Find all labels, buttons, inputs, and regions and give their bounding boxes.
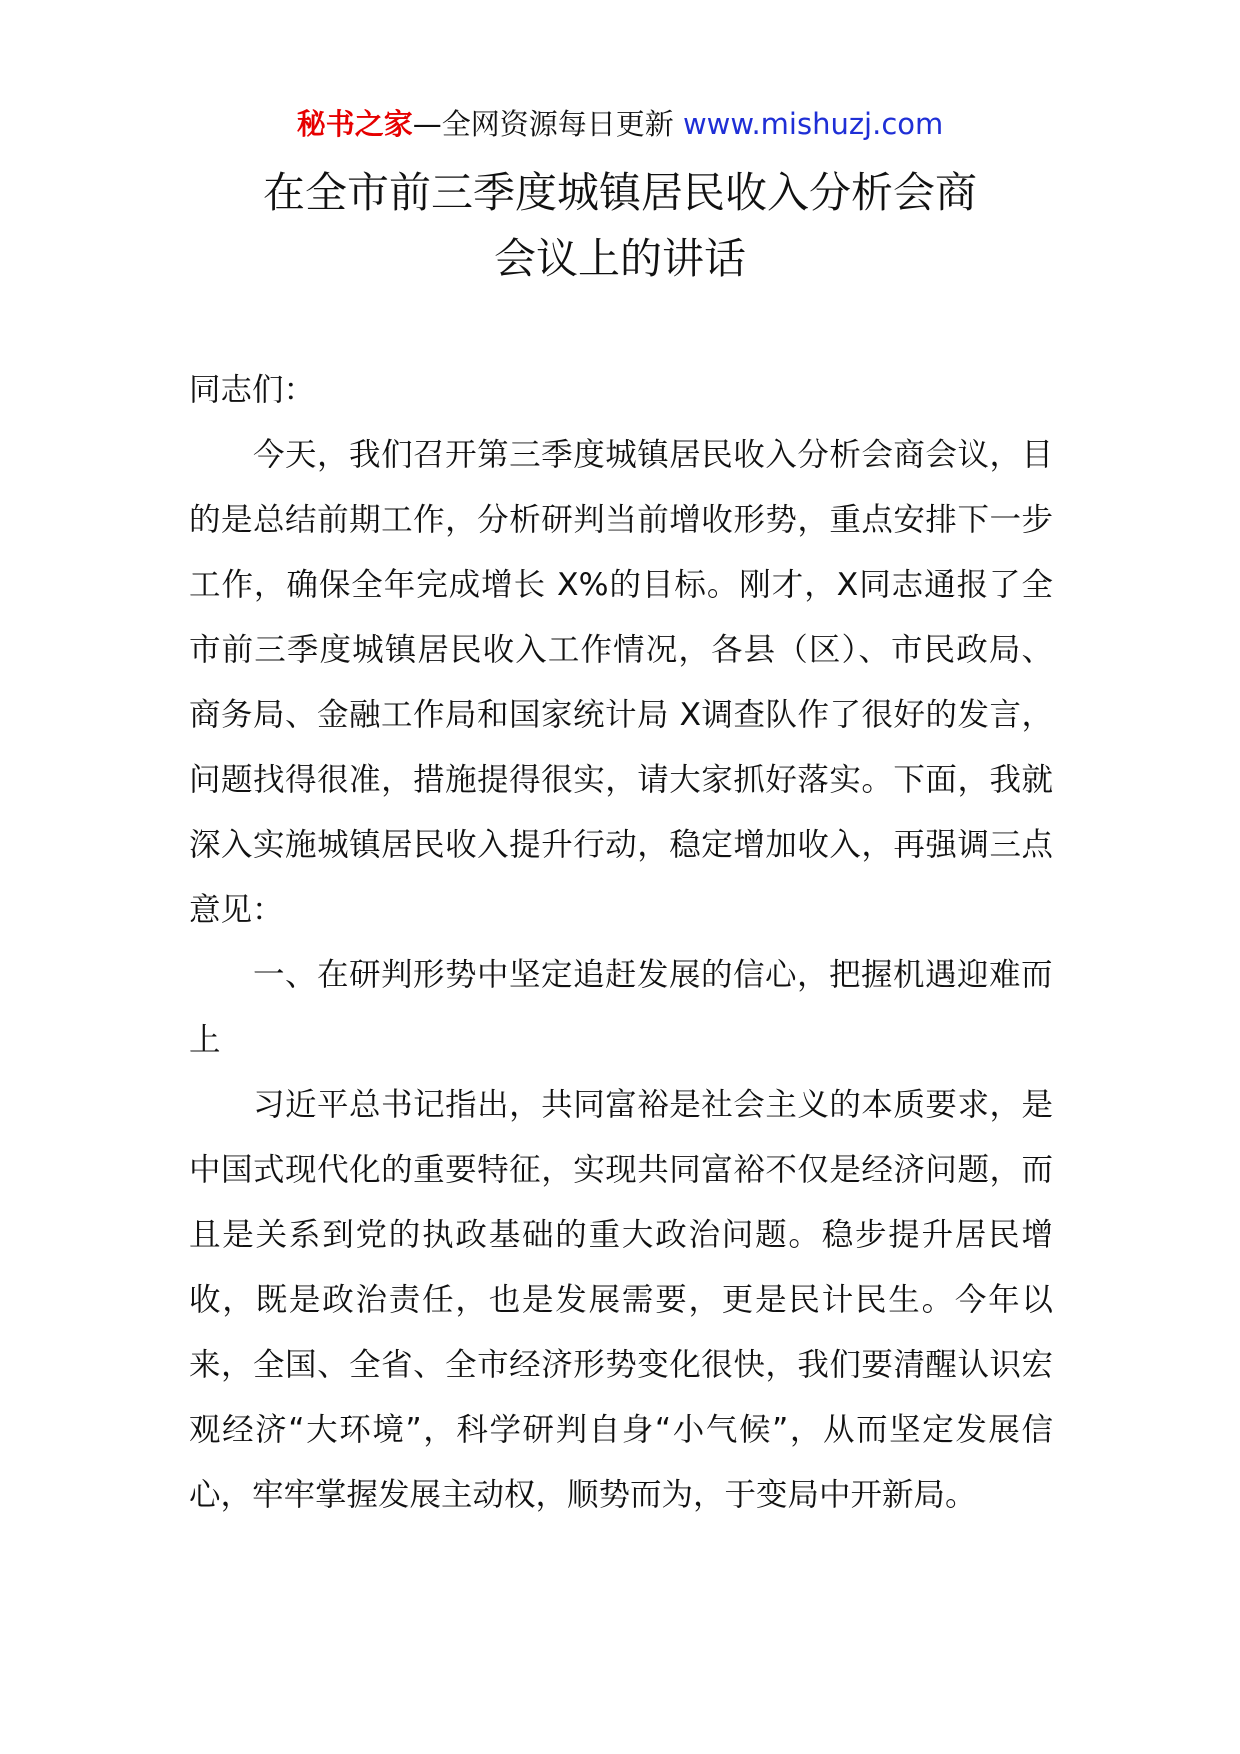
document-title: [0, 160, 1240, 292]
paragraph-section-1: 习近平总书记指出，共同富裕是社会主义的本质要求，是中国式现代化的重要特征，实现共同富裕不仅是经济问题，而且是关系到党的执政基础的重大政治问题。稳步提升居民增收，既是政治责任，也是发展需要，更是民计民生。今年以来，全国、全省、全市经济形势变化很快，我们要清醒认识宏观经济“大环境”，科学研判自身“小气候”，从而坚定发展信心，牢牢掌握发展主动权，顺势而为，于变局中开新局。: [189, 1087, 1053, 1513]
site-brand: 秘书之家: [296, 107, 413, 141]
site-url-link[interactable]: www.mishuzj.com: [682, 107, 944, 141]
title-line-2: 会议上的讲话: [493, 234, 746, 283]
paragraph-intro: 今天，我们召开第三季度城镇居民收入分析会商会议，目的是总结前期工作，分析研判当前增收形势，重点安排下一步工作，确保全年完成增长 X%的目标。刚才，X同志通报了全市前三季度城镇居民收入工作情况，各县（区）、市民政局、商务局、金融工作局和国家统计局 X调查队作了很好的发言，问题找得很准，措施提得很实，请大家抓好落实。下面，我就深入实施城镇居民收入提升行动，稳定增加收入，再强调三点意见：: [189, 437, 1053, 928]
section-heading-1: 一、在研判形势中坚定追赶发展的信心，把握机遇迎难而上: [189, 957, 1054, 1058]
salutation: 同志们：: [189, 372, 316, 408]
site-tagline: —全网资源每日更新: [412, 107, 683, 141]
site-header: [0, 104, 1240, 144]
document-body: [189, 358, 1053, 1528]
title-line-1: 在全市前三季度城镇居民收入分析会商: [262, 168, 977, 217]
